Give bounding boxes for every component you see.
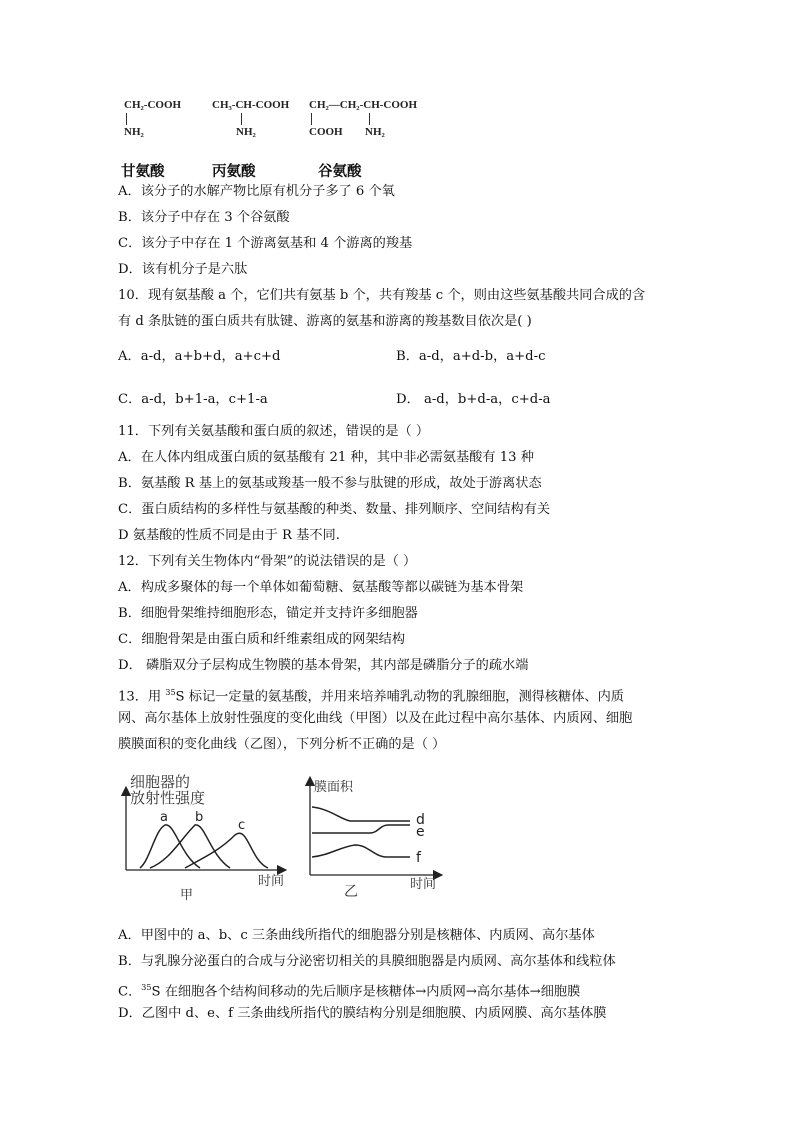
figure-jia	[110, 765, 300, 905]
alanine-top: CH₃-CH-COOH	[212, 99, 290, 111]
figure-yi	[300, 775, 450, 900]
q11-option-c: C．蛋白质结构的多样性与氨基酸的种类、数量、排列顺序、空间结构有关	[118, 502, 551, 517]
yi-label-e: e	[416, 824, 425, 840]
glutamate-bottom-left: COOH	[309, 126, 343, 138]
bond-line	[241, 113, 242, 125]
q9-option-d: D．该有机分子是六肽	[118, 262, 248, 277]
name-glycine: 甘氨酸	[121, 163, 165, 180]
yi-curve-d	[312, 807, 410, 821]
jia-xlabel: 时间	[258, 874, 285, 889]
yi-curve-f	[312, 845, 410, 857]
name-alanine: 丙氨酸	[212, 163, 256, 180]
jia-label-c: c	[238, 818, 246, 833]
glutamate-top: CH₂—CH₂-CH-COOH	[309, 99, 418, 111]
jia-curve-b	[150, 825, 230, 868]
q10-option-a: A．a-d，a+b+d，a+c+d	[118, 349, 281, 364]
glutamate-bottom-right: NH₂	[365, 126, 385, 138]
q12-stem: 12．下列有关生物体内“骨架”的说法错误的是（ ）	[118, 554, 417, 569]
bond-line	[369, 113, 370, 125]
jia-label-a: a	[160, 810, 168, 825]
q13-stem-line1: 13．用 $^{35}$S 标记一定量的氨基酸，并用来培养哺乳动物的乳腺细胞，测得核糖体、内质	[118, 688, 624, 705]
name-glutamate: 谷氨酸	[318, 163, 362, 180]
yi-label-d: d	[416, 812, 425, 828]
q12-option-b: B．细胞骨架维持细胞形态，锚定并支持许多细胞器	[118, 606, 418, 621]
jia-ylabel-line1: 细胞器的	[130, 773, 191, 791]
q10-option-d: D． a-d，b+d-a，c+d-a	[396, 392, 551, 407]
q13-stem-line3: 膜膜面积的变化曲线（乙图），下列分析不正确的是（ ）	[118, 737, 446, 752]
glycine-top: CH₂-COOH	[124, 99, 182, 111]
q11-stem: 11．下列有关氨基酸和蛋白质的叙述，错误的是（ ）	[118, 424, 430, 439]
q10-stem-line1: 10．现有氨基酸 a 个，它们共有氨基 b 个，共有羧基 c 个，则由这些氨基酸共同合成的含	[118, 288, 646, 303]
q13-option-d: D．乙图中 d、e、f 三条曲线所指代的膜结构分别是细胞膜、内质网膜、高尔基体膜	[118, 1006, 607, 1021]
q9-option-b: B．该分子中存在 3 个谷氨酸	[118, 210, 290, 225]
yi-caption: 乙	[344, 884, 358, 900]
q10-stem-line2: 有 d 条肽链的蛋白质共有肽键、游离的氨基和游离的羧基数目依次是( )	[118, 314, 532, 329]
q12-option-d: D． 磷脂双分子层构成生物膜的基本骨架，其内部是磷脂分子的疏水端	[118, 658, 529, 673]
jia-caption: 甲	[180, 888, 194, 903]
q13-option-b: B．与乳腺分泌蛋白的合成与分泌密切相关的具膜细胞器是内质网、高尔基体和线粒体	[118, 954, 616, 969]
alanine-bottom: NH₂	[236, 126, 256, 138]
q10-option-b: B．a-d，a+d-b，a+d-c	[396, 349, 546, 364]
q9-option-a: A．该分子的水解产物比原有机分子多了 6 个氧	[118, 184, 395, 199]
q9-option-c: C．该分子中存在 1 个游离氨基和 4 个游离的羧基	[118, 236, 413, 251]
bond-line	[311, 113, 312, 125]
q13-stem-line2: 网、高尔基体上放射性强度的变化曲线（甲图）以及在此过程中高尔基体、内质网、细胞	[118, 711, 633, 726]
bond-line	[126, 113, 127, 125]
q12-option-a: A．构成多聚体的每一个单体如葡萄糖、氨基酸等都以碳链为基本骨架	[118, 580, 524, 595]
q11-option-a: A．在人体内组成蛋白质的氨基酸有 21 种，其中非必需氨基酸有 13 种	[118, 450, 534, 465]
jia-curve-c	[185, 833, 268, 868]
q13-option-c: C．$^{35}$S 在细胞各个结构间移动的先后顺序是核糖体→内质网→高尔基体→细胞膜	[118, 983, 581, 1000]
q13-option-a: A．甲图中的 a、b、c 三条曲线所指代的细胞器分别是核糖体、内质网、高尔基体	[118, 928, 595, 943]
yi-xlabel: 时间	[410, 877, 437, 892]
q11-option-d: D 氨基酸的性质不同是由于 R 基不同.	[118, 528, 340, 543]
yi-curve-e	[312, 825, 410, 833]
q10-option-c: C．a-d，b+1-a，c+1-a	[118, 392, 268, 407]
q12-option-c: C．细胞骨架是由蛋白质和纤维素组成的网架结构	[118, 632, 406, 647]
glycine-bottom: NH₂	[124, 126, 144, 138]
yi-ylabel: 膜面积	[314, 780, 354, 795]
jia-ylabel-line2: 放射性强度	[130, 789, 206, 807]
jia-label-b: b	[195, 810, 204, 825]
q11-option-b: B．氨基酸 R 基上的氨基或羧基一般不参与肽键的形成，故处于游离状态	[118, 476, 542, 491]
yi-label-f: f	[416, 850, 421, 866]
jia-curve-a	[140, 825, 200, 868]
